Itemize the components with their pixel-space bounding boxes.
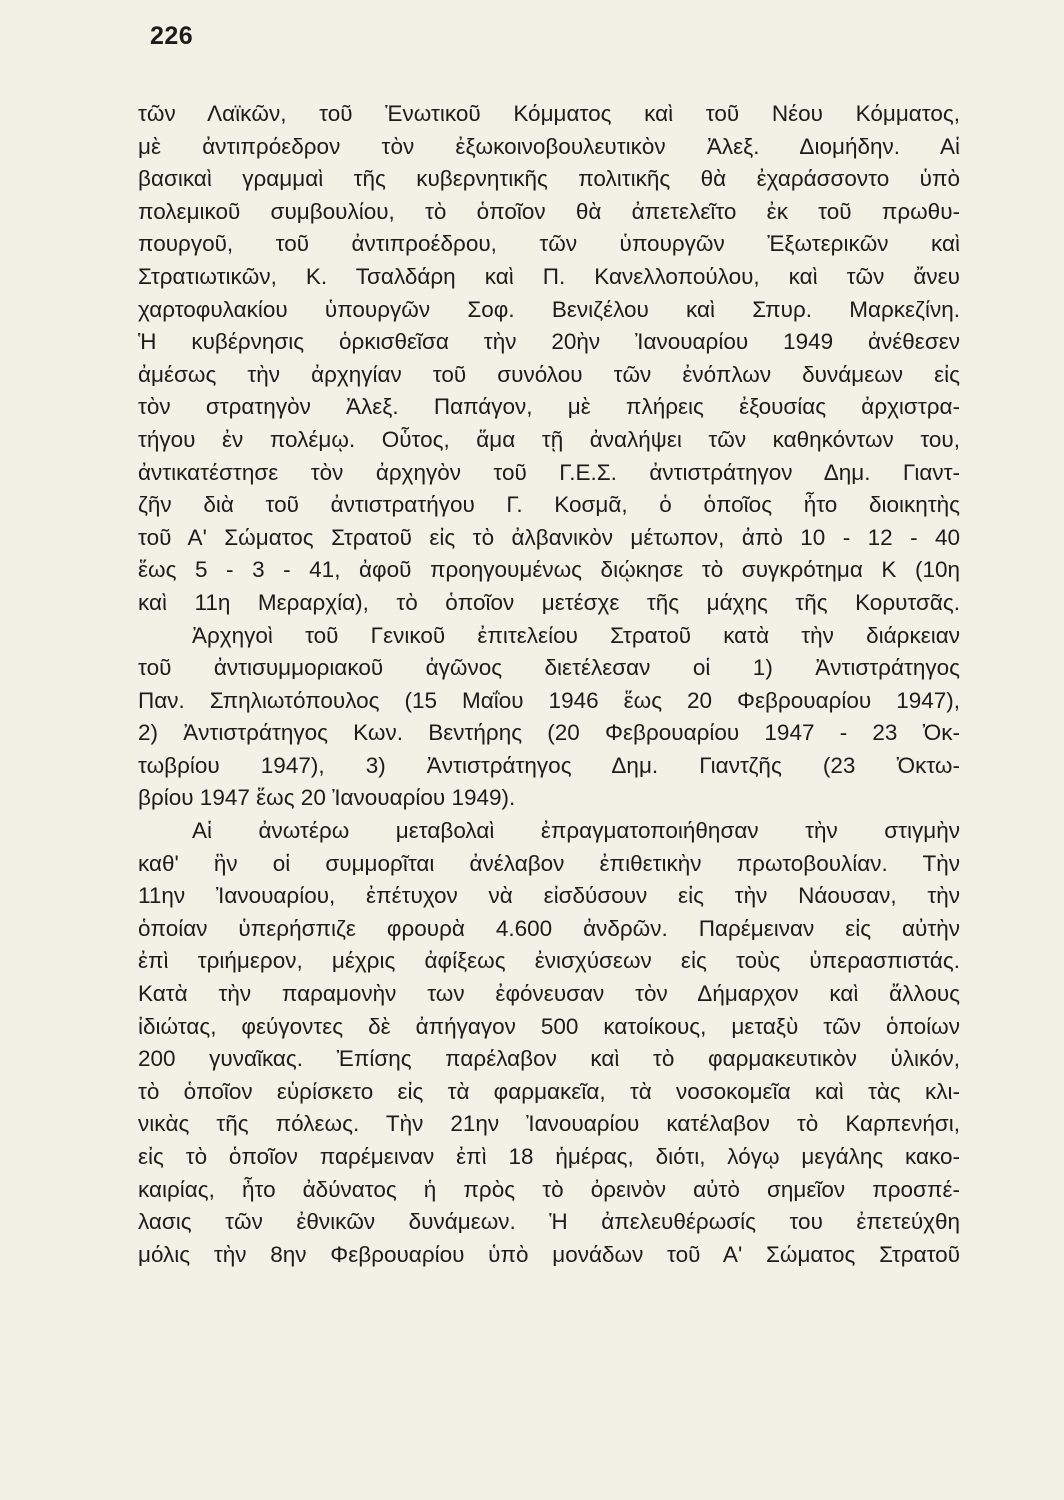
text-line: τοῦ Α' Σώματος Στρατοῦ εἰς τὸ ἀλβανικὸν μέτωπον, ἀπὸ 10 - 12 - 40	[138, 524, 960, 550]
text-line: ἀντικατέστησε τὸν ἀρχηγὸν τοῦ Γ.Ε.Σ. ἀντιστράτηγον Δημ. Γιαντ-	[138, 459, 960, 485]
text-line: πολεμικοῦ συμβουλίου, τὸ ὁποῖον θὰ ἀπετελεῖτο ἐκ τοῦ πρωθυ-	[138, 198, 960, 224]
text-line: χαρτοφυλακίου ὑπουργῶν Σοφ. Βενιζέλου καὶ Σπυρ. Μαρκεζίνη.	[138, 296, 960, 322]
body-text	[138, 98, 960, 1271]
text-line: Αἱ ἀνωτέρω μεταβολαὶ ἐπραγματοποιήθησαν τὴν στιγμὴν	[192, 818, 960, 844]
text-line: βασικαὶ γραμμαὶ τῆς κυβερνητικῆς πολιτικῆς θὰ ἐχαράσσοντο ὑπὸ	[138, 166, 960, 192]
text-line: καθ' ἣν οἱ συμμορῖται ἀνέλαβον ἐπιθετικὴν πρωτοβουλίαν. Τὴν	[138, 850, 960, 876]
text-line: καὶ 11η Μεραρχία), τὸ ὁποῖον μετέσχε τῆς μάχης τῆς Κορυτσᾶς.	[138, 589, 960, 615]
text-line: νικὰς τῆς πόλεως. Τὴν 21ην Ἰανουαρίου κατέλαβον τὸ Καρπενήσι,	[138, 1111, 960, 1137]
text-line: εἰς τὸ ὁποῖον παρέμειναν ἐπὶ 18 ἡμέρας, διότι, λόγῳ μεγάλης κακο-	[138, 1144, 960, 1169]
text-line: Ἀρχηγοὶ τοῦ Γενικοῦ ἐπιτελείου Στρατοῦ κατὰ τὴν διάρκειαν	[192, 622, 960, 648]
text-line: Κατὰ τὴν παραμονὴν των ἐφόνευσαν τὸν Δήμαρχον καὶ ἄλλους	[138, 981, 960, 1007]
text-line: πουργοῦ, τοῦ ἀντιπροέδρου, τῶν ὑπουργῶν Ἐξωτερικῶν καὶ	[138, 231, 960, 257]
text-line: τὸν στρατηγὸν Ἀλεξ. Παπάγον, μὲ πλήρεις ἐξουσίας ἀρχιστρα-	[138, 394, 960, 420]
text-line: λασις τῶν ἐθνικῶν δυνάμεων. Ἡ ἀπελευθέρωσίς του ἐπετεύχθη	[138, 1209, 960, 1235]
text-line: 11ην Ἰανουαρίου, ἐπέτυχον νὰ εἰσδύσουν εἰς τὴν Νάουσαν, τὴν	[138, 883, 960, 909]
text-line: ἰδιώτας, φεύγοντες δὲ ἀπήγαγον 500 κατοίκους, μεταξὺ τῶν ὁποίων	[138, 1013, 960, 1039]
text-line: ἕως 5 - 3 - 41, ἀφοῦ προηγουμένως διῴκησε τὸ συγκρότημα Κ (10η	[138, 557, 960, 583]
text-line: ἐπὶ τριήμερον, μέχρις ἀφίξεως ἐνισχύσεων εἰς τοὺς ὑπερασπιστάς.	[138, 948, 960, 974]
text-line: Παν. Σπηλιωτόπουλος (15 Μαΐου 1946 ἕως 20 Φεβρουαρίου 1947),	[138, 687, 960, 713]
text-line: ὁποίαν ὑπερήσπιζε φρουρὰ 4.600 ἀνδρῶν. Παρέμειναν εἰς αὐτὴν	[138, 915, 960, 941]
text-line: τοῦ ἀντισυμμοριακοῦ ἀγῶνος διετέλεσαν οἱ 1) Ἀντιστράτηγος	[138, 655, 960, 681]
text-line: Ἡ κυβέρνησις ὁρκισθεῖσα τὴν 20ὴν Ἰανουαρίου 1949 ἀνέθεσεν	[138, 329, 960, 355]
text-line: 200 γυναῖκας. Ἐπίσης παρέλαβον καὶ τὸ φαρμακευτικὸν ὑλικόν,	[138, 1046, 960, 1072]
text-line: μὲ ἀντιπρόεδρον τὸν ἐξωκοινοβουλευτικὸν Ἀλεξ. Διομήδην. Αἱ	[138, 133, 960, 159]
text-line: τὸ ὁποῖον εὑρίσκετο εἰς τὰ φαρμακεῖα, τὰ νοσοκομεῖα καὶ τὰς κλι-	[138, 1078, 960, 1104]
text-line: καιρίας, ἦτο ἀδύνατος ἡ πρὸς τὸ ὀρεινὸν αὐτὸ σημεῖον προσπέ-	[138, 1176, 960, 1202]
text-line: βρίου 1947 ἕως 20 Ἰανουαρίου 1949).	[138, 785, 516, 811]
text-line: τήγου ἐν πολέμῳ. Οὗτος, ἅμα τῇ ἀναλήψει τῶν καθηκόντων του,	[138, 426, 960, 452]
text-line: τωβρίου 1947), 3) Ἀντιστράτηγος Δημ. Γιαντζῆς (23 Ὀκτω-	[138, 752, 960, 778]
text-line: μόλις τὴν 8ην Φεβρουαρίου ὑπὸ μονάδων τοῦ Α' Σώματος Στρατοῦ	[138, 1241, 960, 1267]
text-line: τῶν Λαϊκῶν, τοῦ Ἑνωτικοῦ Κόμματος καὶ τοῦ Νέου Κόμματος,	[138, 101, 960, 126]
text-line: ζῆν διὰ τοῦ ἀντιστρατήγου Γ. Κοσμᾶ, ὁ ὁποῖος ἦτο διοικητὴς	[138, 492, 960, 518]
text-line: ἀμέσως τὴν ἀρχηγίαν τοῦ συνόλου τῶν ἐνόπλων δυνάμεων εἰς	[138, 361, 960, 387]
text-line: 2) Ἀντιστράτηγος Κων. Βεντήρης (20 Φεβρουαρίου 1947 - 23 Ὀκ-	[138, 720, 960, 746]
text-line: Στρατιωτικῶν, Κ. Τσαλδάρη καὶ Π. Κανελλοπούλου, καὶ τῶν ἄνευ	[138, 263, 960, 289]
page-number: 226	[150, 22, 194, 50]
